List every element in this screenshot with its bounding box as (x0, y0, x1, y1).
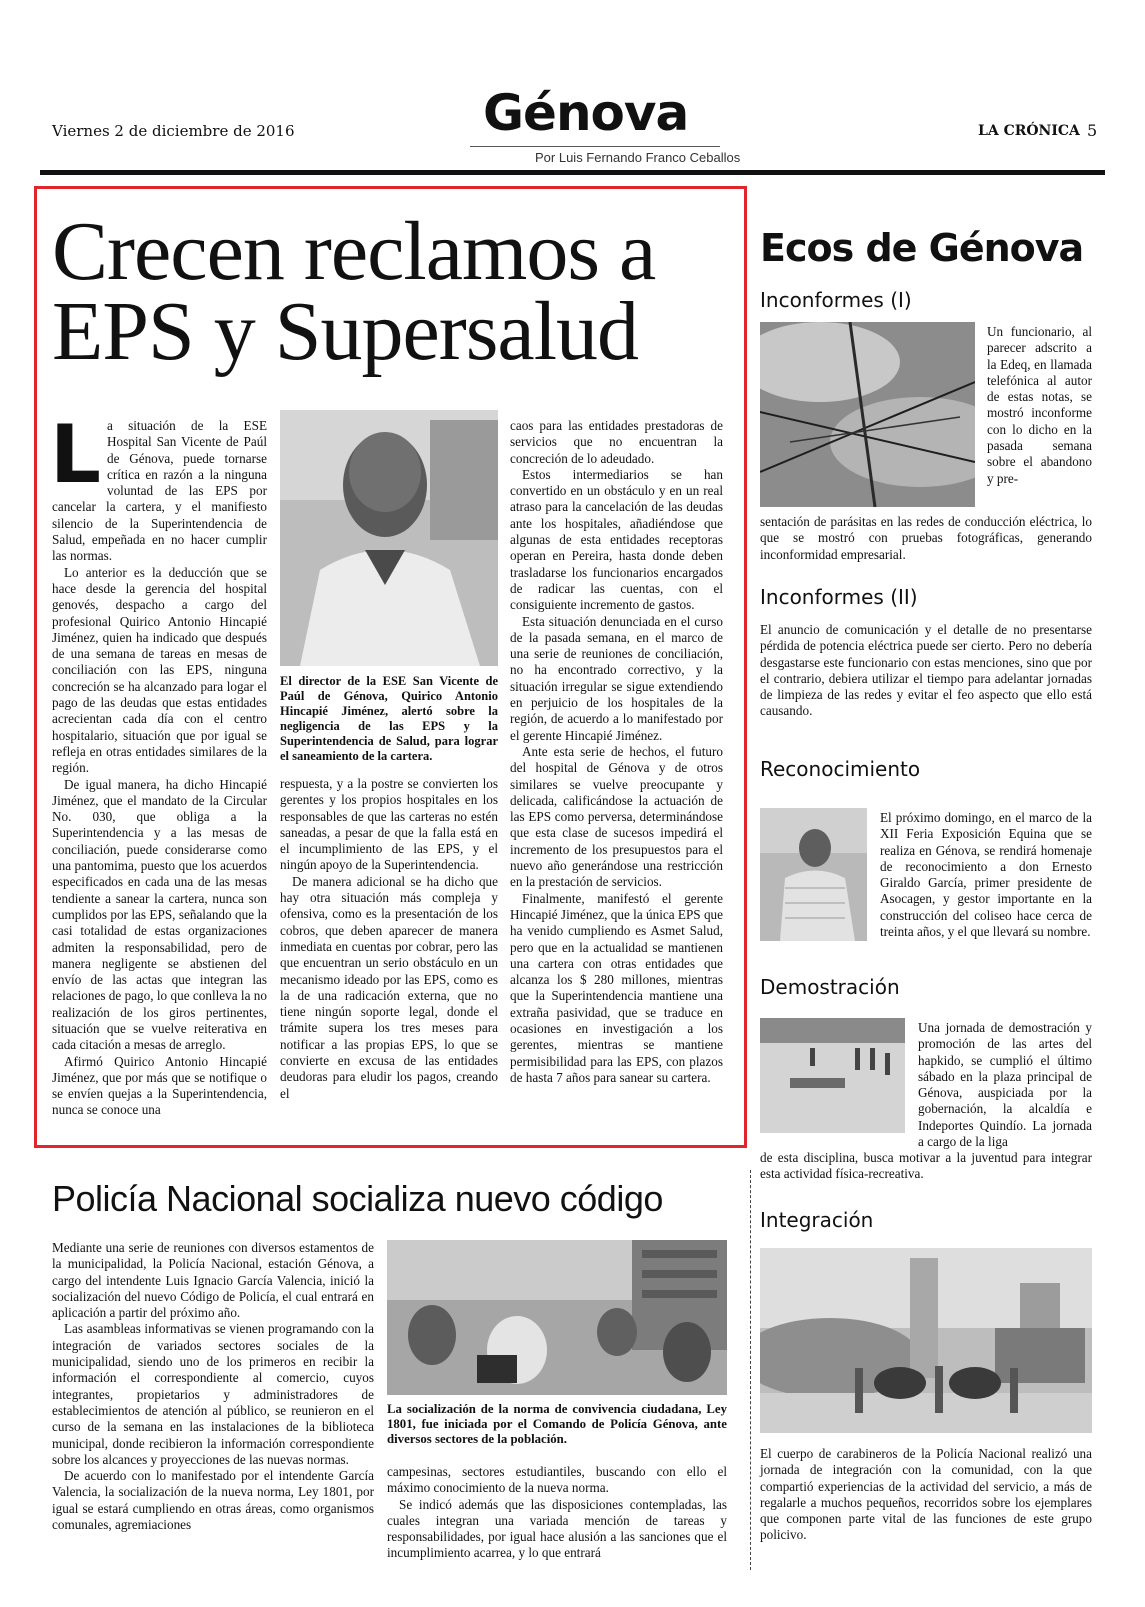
sidebar-text: El anuncio de comunicación y el detalle de no presentarse pérdida de potencia eléctrica puede ser cierto. Pero no debería desgastarse este funcionario con estas menciones, sino que por el contrario, debiera utilizar el tiempo para adelantar jornadas de limpieza de las redes y evitar el feo aspecto que ello está causando. (760, 622, 1092, 719)
sidebar-text: Una jornada de demostración y promoción de las artes del hapkido, se cumplió el último sábado en la plaza principal de Génova, auspiciada por la gobernación, la alcaldía e Indeportes Quindío. La jornada a cargo de la liga (918, 1020, 1092, 1150)
paragraph: Mediante una serie de reuniones con diversos estamentos de la municipalidad, la Policía Nacional, estación Génova, a cargo del intendente Luis Ignacio García Valencia, inició la socialización del nuevo Código de Policía, el cual entrará en aplicación a partir del próximo año. (52, 1240, 374, 1321)
paragraph: a situación de la ESE Hospital San Vicente de Paúl de Génova, puede tornarse crítica en razón a la ninguna voluntad de las EPS por cancelar la cartera, y el manifiesto silencio de la Superintendencia de Salud, empeñada en no hacer cumplir las normas. (52, 418, 267, 564)
hapkido-photo (760, 1018, 905, 1133)
power-lines-photo (760, 322, 975, 507)
paragraph: campesinas, sectores estudiantiles, buscando con ello el máximo conocimiento de la nueva norma. (387, 1464, 727, 1496)
paragraph: Ante esta serie de hechos, el futuro del hospital de Génova y de otros similares se vuelve preocupante y delicada, calificándose la actuación de las EPS como perversa, determinándose que esta clase de sucesos impedirá el incremento de los presupuestos para el nuevo año generándose una restricción en la prestación de servicios. (510, 743, 723, 890)
main-article-column-3 (510, 418, 723, 1086)
second-article-column-1 (52, 1240, 374, 1533)
paragraph: Esta situación denunciada en el curso de la pasada semana, en el marco de una serie de reuniones de conciliación, no ha encontrado correctivo, y la situación irregular se sigue extendiendo en perjuicio de los hospitales de la región, de acuerdo a lo manifestado por el gerente Hincapié Jiménez. (510, 613, 723, 743)
director-photo-caption: El director de la ESE San Vicente de Paúl de Génova, Quirico Antonio Hincapié Jiménez, alertó sobre la negligencia de las EPS y la Superintendencia de Salud, para lograr el saneamiento de la cartera. (280, 674, 498, 763)
sidebar-heading: Integración (760, 1208, 874, 1232)
sidebar-heading: Inconformes (I) (760, 288, 912, 312)
main-article-column-2 (280, 776, 498, 1102)
carabineros-photo (760, 1248, 1092, 1433)
sidebar-heading: Reconocimiento (760, 757, 921, 781)
paragraph: Afirmó Quirico Antonio Hincapié Jiménez, que por más que se notifique o se envíen quejas a la Superintendencia, nunca se conoce una (52, 1053, 267, 1118)
sidebar-title: Ecos de Génova (760, 226, 1084, 270)
sidebar-text: de esta disciplina, busca motivar a la juventud para integrar esta actividad física-recreativa. (760, 1150, 1092, 1182)
page-number: 5 (1087, 121, 1098, 140)
honoree-photo (760, 808, 867, 941)
main-headline: Crecen reclamos a EPS y Supersalud (52, 205, 656, 378)
paragraph: Las asambleas informativas se vienen programando con la integración de variados sectores sociales de la municipalidad, siendo uno de los primeros en recibir la información el correspondiente al comercio, cuyos integrantes, propietarios y administradores de establecimientos de atención al público, se reunieron en el curso de la semana en las instalaciones de la biblioteca municipal, donde recibieron la información correspondiente sobre los alcances y proyecciones de las nuevas normas. (52, 1321, 374, 1467)
sidebar-text: El próximo domingo, en el marco de la XII Feria Exposición Equina que se realiza en Génova, se rendirá homenaje de reconocimiento a don Ernesto Giraldo García, primer presidente de Asocagen, y gestor importante en la construcción del coliseo hace cerca de treinta años, y el que llevará su nombre. (880, 810, 1092, 940)
section-title: Génova (483, 84, 689, 142)
dropcap: L (50, 408, 101, 501)
sidebar-heading: Demostración (760, 975, 900, 999)
sidebar-heading: Inconformes (II) (760, 585, 918, 609)
header-rule (40, 170, 1105, 175)
second-headline: Policía Nacional socializa nuevo código (52, 1178, 663, 1219)
main-article-column-1 (50, 408, 267, 1119)
byline-divider (470, 146, 720, 147)
paragraph: De igual manera, ha dicho Hincapié Jiménez, que el mandato de la Circular No. 030, que obliga a la Superintendencia y a las mesas de conciliación, puede considerarse como una pantomima, puesto que los acuerdos especificados en cada una de las mesas tendiente a sanear la cartera, nunca son cumplidos por las EPS, señalando que la casi totalidad de estas organizaciones admiten la responsabilidad, pero de manera negligente se abstienen del envío de las actas que integran las relaciones de pago, lo que conlleva la no realización de los giros pertinentes, situación que se vuelve reiterativa en cada citación a mesas de arreglo. (52, 776, 267, 1053)
police-meeting-photo (387, 1240, 727, 1395)
paragraph: Se indicó además que las disposiciones contempladas, las cuales integran una variada mención de tareas y responsabilidades, por igual hace alusión a las sanciones que el incumplimiento acarrea, y lo que entrará (387, 1496, 727, 1561)
column-divider (750, 1170, 751, 1570)
paragraph: Lo anterior es la deducción que se hace desde la gerencia del hospital genovés, despacho a cargo del profesional Quirico Antonio Hincapié Jiménez, quien ha indicado que después de una semana de tareas en mesas de conciliación con las EPS, ninguna concreción se ha alcanzado para logar el pago de las deudas que estas entidades acrecientan cada día con el centro hospitalario, situación que por igual se refleja en otras entidades similares de la región. (52, 564, 267, 776)
second-article-column-2 (387, 1464, 727, 1562)
police-photo-caption: La socialización de la norma de convivencia ciudadana, Ley 1801, fue iniciada por el Comando de Policía Génova, ante diversos sectores de la población. (387, 1402, 727, 1446)
issue-date: Viernes 2 de diciembre de 2016 (52, 122, 295, 140)
byline: Por Luis Fernando Franco Ceballos (535, 150, 741, 165)
paragraph: Estos intermediarios se han convertido en un obstáculo y en un real atraso para la cancelación de las deudas ante los hospitales, añadiéndose que algunas de esta entidades receptoras operan en Pereira, hasta donde deben trasladarse los funcionarios encargados de radicar las cuentas, con el consiguiente incremento de gastos. (510, 466, 723, 613)
paragraph: De acuerdo con lo manifestado por el intendente García Valencia, la socialización de la nueva norma, Ley 1801, por igual se estará cumpliendo en otras áreas, como organismos comunales, agremiaciones (52, 1468, 374, 1533)
newspaper-brand: LA CRÓNICA (978, 123, 1080, 139)
sidebar-text: El cuerpo de carabineros de la Policía Nacional realizó una jornada de integración con la comunidad, con la que compartió experiencias de la actividad del servicio, a más de regalarle a muchos pequeños, recorridos sobre los ejemplares que componen parte vital de las funciones de este grupo policivo. (760, 1446, 1092, 1543)
paragraph: caos para las entidades prestadoras de servicios que no encuentran la concreción de lo adeudado. (510, 418, 723, 466)
sidebar-text: sentación de parásitas en las redes de conducción eléctrica, lo que se mostró con pruebas fotográficas, generando inconformidad empresarial. (760, 514, 1092, 562)
director-photo (280, 410, 498, 666)
sidebar-text: Un funcionario, al parecer adscrito a la Edeq, en llamada telefónica al autor de estas notas, se mostró inconforme con lo dicho en la pasada semana sobre el abandono y pre- (987, 324, 1092, 486)
paragraph: Finalmente, manifestó el gerente Hincapié Jiménez, que la única EPS que ha venido cumpliendo es Asmet Salud, pero que en la actualidad se mantienen una cartera con otras entidades que alcanza los $ 280 millones, mientras que la Superintendencia mantiene una extraña pasividad, que se traduce en ocasiones en investigación a los gerentes, mientras se mantiene permisibilidad para las EPS, con plazos de hasta 7 años para sanear su cartera. (510, 890, 723, 1085)
paragraph: De manera adicional se ha dicho que hay otra situación más compleja y ofensiva, como es la presentación de los cobros, que deben aparecer de manera inmediata en cuentas por cobrar, pero las que encuentran un serio obstáculo en un mecanismo ideado por las EPS, como es la de una radicación externa, que no tiene ningún soporte legal, donde el trámite supera los tres meses para notificar a las propias EPS, lo que se convierte en excusa de las entidades deudoras para eludir los pagos, creando el (280, 873, 498, 1101)
paragraph: respuesta, y a la postre se convierten los gerentes y los propios hospitales en los responsables de que las carteras no estén saneadas, a pesar de que la falla está en el incumplimiento de las EPS, y el ningún apoyo de la Superintendencia. (280, 776, 498, 873)
